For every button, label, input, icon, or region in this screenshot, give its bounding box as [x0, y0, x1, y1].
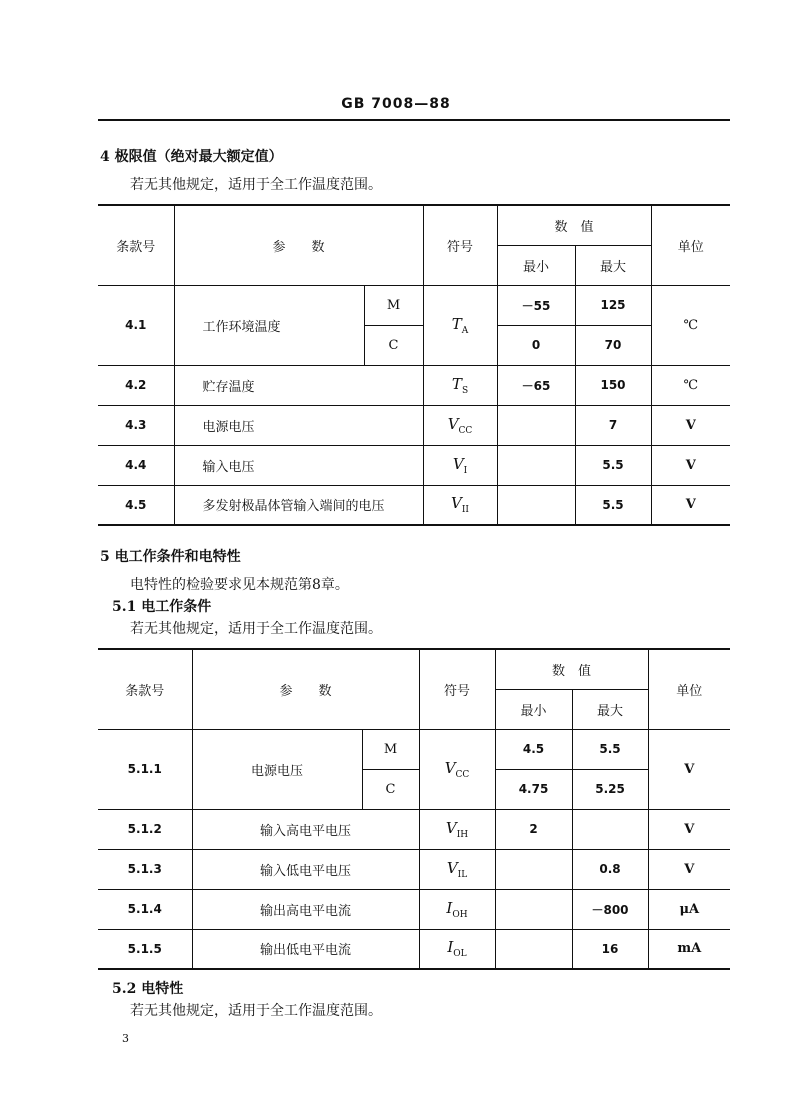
- section-4-intro: 若无其他规定，适用于全工作温度范围。: [130, 177, 382, 193]
- clause-cell: 5.1.5: [98, 929, 192, 969]
- header-value: 数 值: [495, 649, 648, 689]
- table-row: [98, 849, 730, 889]
- header-symbol: 符号: [419, 649, 495, 729]
- header-max: 最大: [575, 245, 651, 285]
- unit-cell: ℃: [651, 285, 730, 365]
- symbol-cell: $I_{OL}$: [419, 929, 495, 969]
- unit-cell: μA: [648, 889, 730, 929]
- min-cell: 0: [497, 325, 575, 365]
- max-cell: 5.5: [575, 445, 651, 485]
- unit-cell: ℃: [651, 365, 730, 405]
- header-rule: [98, 119, 730, 121]
- header-parameter: 参 数: [192, 649, 419, 729]
- symbol-cell: $V_{II}$: [423, 485, 497, 525]
- parameter-cell: 输入低电平电压: [192, 849, 419, 889]
- header-clause: 条款号: [98, 205, 174, 285]
- max-cell: －800: [572, 889, 648, 929]
- max-cell: 7: [575, 405, 651, 445]
- unit-cell: V: [651, 405, 730, 445]
- clause-cell: 4.5: [98, 485, 174, 525]
- symbol-cell: $V_{IL}$: [419, 849, 495, 889]
- parameter-cell: 电源电压: [192, 729, 362, 809]
- min-cell: [497, 485, 575, 525]
- clause-cell: 4.2: [98, 365, 174, 405]
- min-cell: [497, 445, 575, 485]
- header-symbol: 符号: [423, 205, 497, 285]
- section-4-title: 4 极限值（绝对最大额定值）: [100, 149, 283, 165]
- section-5-2-intro: 若无其他规定，适用于全工作温度范围。: [130, 1003, 382, 1019]
- unit-cell: V: [648, 849, 730, 889]
- section-5-2-title: 5.2 电特性: [112, 981, 184, 997]
- unit-cell: V: [648, 809, 730, 849]
- parameter-cell: 输入电压: [174, 445, 423, 485]
- symbol-cell: $I_{OH}$: [419, 889, 495, 929]
- min-cell: 4.75: [495, 769, 572, 809]
- table-row: [98, 929, 730, 969]
- header-min: 最小: [495, 689, 572, 729]
- min-cell: [495, 889, 572, 929]
- min-cell: [495, 929, 572, 969]
- table-row: [98, 485, 730, 525]
- max-cell: 5.5: [572, 729, 648, 769]
- header-unit: 单位: [648, 649, 730, 729]
- parameter-cell: 贮存温度: [174, 365, 423, 405]
- min-cell: [495, 849, 572, 889]
- parameter-cell: 工作环境温度: [174, 285, 364, 365]
- section-5-intro: 电特性的检验要求见本规范第8章。: [130, 577, 349, 593]
- grade-m-cell: M: [364, 285, 423, 325]
- max-cell: 125: [575, 285, 651, 325]
- table-row: [98, 445, 730, 485]
- min-cell: －65: [497, 365, 575, 405]
- clause-cell: 5.1.4: [98, 889, 192, 929]
- operating-conditions-table: [98, 648, 730, 970]
- clause-cell: 5.1.1: [98, 729, 192, 809]
- header-min: 最小: [497, 245, 575, 285]
- parameter-cell: 输出高电平电流: [192, 889, 419, 929]
- max-cell: 16: [572, 929, 648, 969]
- unit-cell: V: [648, 729, 730, 809]
- grade-c-cell: C: [364, 325, 423, 365]
- table-row: [98, 809, 730, 849]
- standard-code: GB 7008—88: [341, 96, 451, 112]
- clause-cell: 4.1: [98, 285, 174, 365]
- clause-cell: 5.1.2: [98, 809, 192, 849]
- section-5-1-title: 5.1 电工作条件: [112, 599, 212, 615]
- parameter-cell: 多发射极晶体管输入端间的电压: [174, 485, 423, 525]
- clause-cell: 5.1.3: [98, 849, 192, 889]
- table-row: [98, 729, 730, 769]
- min-cell: 2: [495, 809, 572, 849]
- clause-cell: 4.3: [98, 405, 174, 445]
- unit-cell: mA: [648, 929, 730, 969]
- parameter-cell: 输入高电平电压: [192, 809, 419, 849]
- max-cell: 5.25: [572, 769, 648, 809]
- section-5-1-intro: 若无其他规定，适用于全工作温度范围。: [130, 621, 382, 637]
- symbol-cell: $V_{CC}$: [419, 729, 495, 809]
- section-5-title: 5 电工作条件和电特性: [100, 549, 241, 565]
- table-row: [98, 889, 730, 929]
- table-row: [98, 285, 730, 325]
- grade-c-cell: C: [362, 769, 419, 809]
- max-cell: [572, 809, 648, 849]
- max-cell: 150: [575, 365, 651, 405]
- symbol-cell: $V_{IH}$: [419, 809, 495, 849]
- limits-table: [98, 204, 730, 526]
- header-parameter: 参 数: [174, 205, 423, 285]
- header-unit: 单位: [651, 205, 730, 285]
- min-cell: [497, 405, 575, 445]
- header-max: 最大: [572, 689, 648, 729]
- unit-cell: V: [651, 445, 730, 485]
- max-cell: 70: [575, 325, 651, 365]
- clause-cell: 4.4: [98, 445, 174, 485]
- parameter-cell: 电源电压: [174, 405, 423, 445]
- parameter-cell: 输出低电平电流: [192, 929, 419, 969]
- symbol-cell: $T_A$: [423, 285, 497, 365]
- max-cell: 5.5: [575, 485, 651, 525]
- min-cell: 4.5: [495, 729, 572, 769]
- symbol-cell: $T_S$: [423, 365, 497, 405]
- grade-m-cell: M: [362, 729, 419, 769]
- max-cell: 0.8: [572, 849, 648, 889]
- symbol-cell: $V_{CC}$: [423, 405, 497, 445]
- header-clause: 条款号: [98, 649, 192, 729]
- table-row: [98, 365, 730, 405]
- page-number: 3: [122, 1032, 129, 1045]
- table-row: [98, 405, 730, 445]
- unit-cell: V: [651, 485, 730, 525]
- min-cell: －55: [497, 285, 575, 325]
- header-value: 数 值: [497, 205, 651, 245]
- symbol-cell: $V_I$: [423, 445, 497, 485]
